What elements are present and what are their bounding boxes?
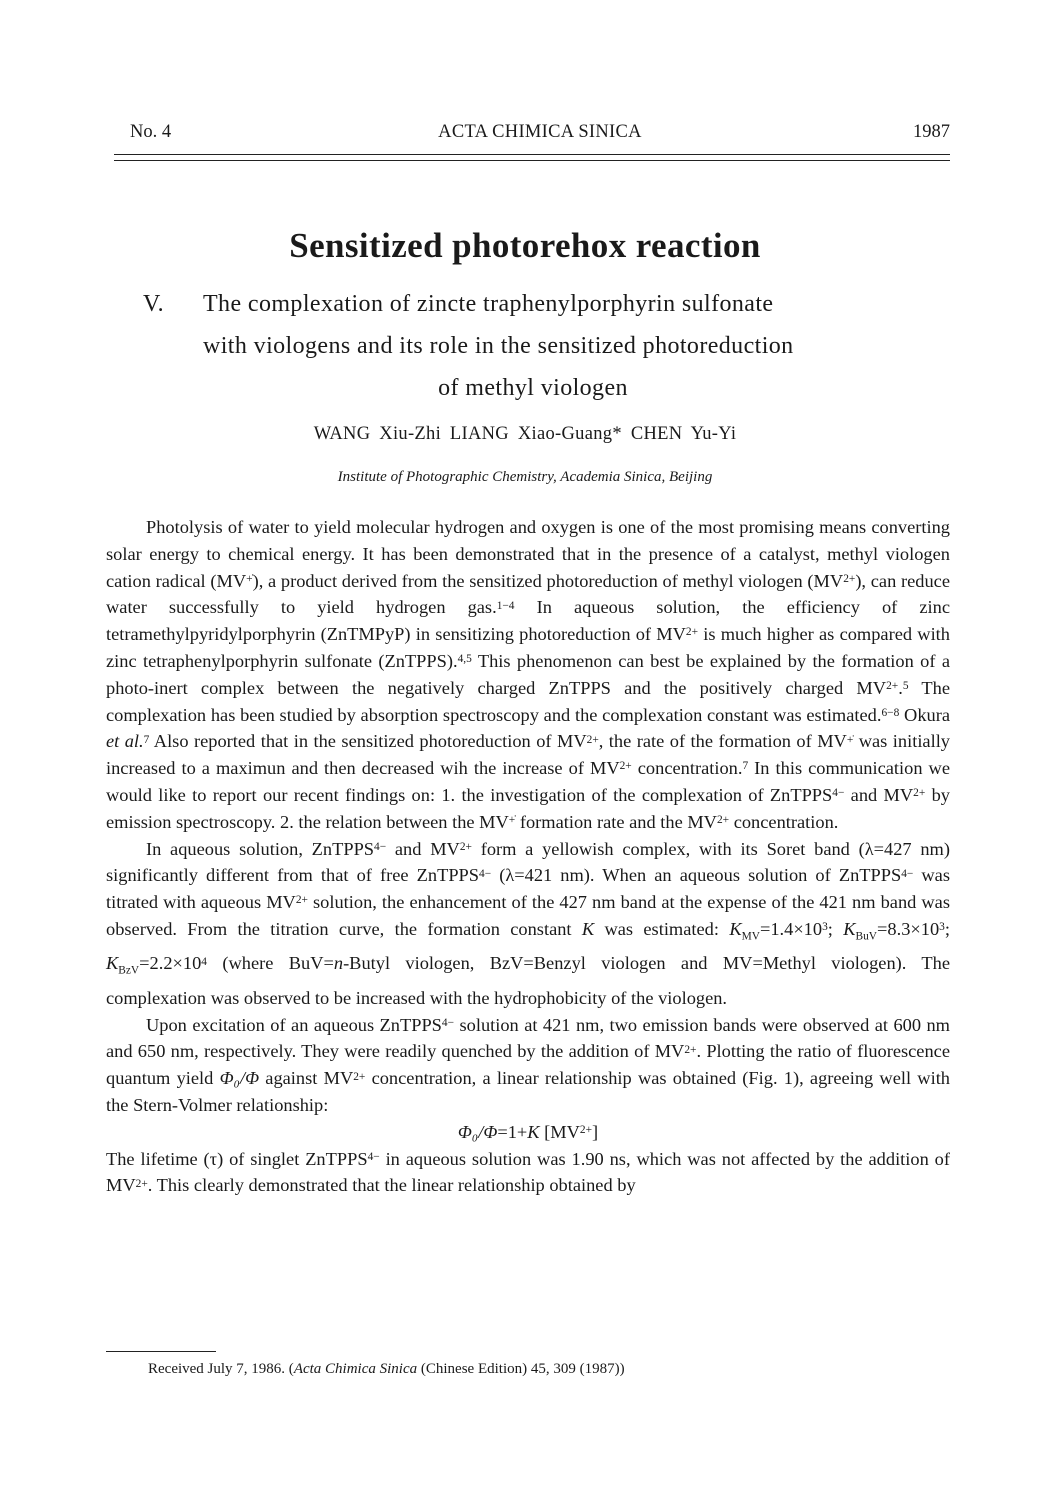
subtitle-line-2: with viologens and its role in the sensitized photoreduction xyxy=(203,333,794,359)
footnote: Received July 7, 1986. (Acta Chimica Sinica (Chinese Edition) 45, 309 (1987)) xyxy=(148,1361,625,1377)
citation: 4,5 xyxy=(457,653,472,666)
citation: 5 xyxy=(902,680,909,693)
citation: 6−8 xyxy=(881,706,900,719)
citation: 1−4 xyxy=(496,599,515,612)
citation: 7 xyxy=(742,760,749,773)
paragraph-1: Photolysis of water to yield molecular hydrogen and oxygen is one of the most promising means converting solar energy to chemical energy. It has been demonstrated that in the presence of a catalyst, methyl viologen cation radical (MV+̇), a product derived from the sensitized photoreduction of methyl viologen $(MV^{2+})$, can reduce water successfully to yield hydrogen gas.$^{1-4}$ In aqueous solution, the efficiency of zinc tetramethylpyridylporphyrin (ZnTMPyP) in sensitizing photoreduction of $MV^{2+}$ is much higher as compared with zinc tetraphenylporphyrin sulfonate (ZnTPPS).$^{4,5}$ This phenomenon can best be explained by the formation of a photo-inert complex between the negatively charged ZnTPPS and the positively charged $MV^{2+}.^5$ The complexation has been studied by absorption spectroscopy and the complexation constant was estimated.$^{6-8}$ Okura et al.$^7$ Also reported that in the sensitized photoreduction of $MV^{2+}$, the rate of the formation of MV+̇ was initially increased to a maximun and then decreased wih the increase of $MV^{2+}$ concentration.$^7$ In this communication we would like to report our recent findings on: 1. the investigation of the complexation of ZnTPPS$^{4-}$ and $MV^{2+}$ by emission spectroscopy. 2. the relation between the MV+̇ formation rate and the $MV^{2+}$ concentration. xyxy=(106,517,951,832)
citation: 7 xyxy=(143,733,150,746)
stern-volmer-equation: Φ₀/Φ=1+K $[MV^{2+}]$ xyxy=(457,1121,599,1142)
paragraph-3: Upon excitation of an aqueous ZnTPPS$^{4-}$ solution at 421 nm, two emission bands were observed at 600 nm and 650 nm, respectively. They were readily quenched by the addition of $MV^{2+}$. Plotting the ratio of fluorescence quantum yield Φ₀/Φ against $MV^{2+}$ concentration, a linear relationship was obtained (Fig. 1), agreeing well with the Stern-Volmer relationship: xyxy=(106,1014,950,1116)
journal-name: ACTA CHIMICA SINICA xyxy=(438,122,642,142)
author-list: WANG Xiu-Zhi LIANG Xiao-Guang* CHEN Yu-Yi xyxy=(313,424,737,444)
header-rule-top xyxy=(114,154,950,155)
publication-year: 1987 xyxy=(913,122,950,142)
subtitle-line-3: of methyl viologen xyxy=(438,375,628,401)
subtitle-line-1: The complexation of zincte traphenylporphyrin sulfonate xyxy=(203,291,774,317)
header-rule-bottom xyxy=(114,160,950,161)
running-head xyxy=(130,122,950,146)
paragraph-2: In aqueous solution, ZnTPPS$^{4-}$ and $MV^{2+}$ form a yellowish complex, with its Soret band (λ=427 nm) significantly different from that of free ZnTPPS$^{4-}$ (λ=421 nm). When an aqueous solution of ZnTPPS$^{4-}$ was titrated with aqueous $MV^{2+}$ solution, the enhancement of the 427 nm band at the expense of the 421 nm band was observed. From the titration curve, the formation constant K was estimated: $K_{MV}=1.4\times 10^3$; $K_{BuV}=8.3\times 10^3$; $K_{BzV}=2.2\times 10^4$ (where BuV=n-Butyl viologen, BzV=Benzyl viologen and MV=Methyl viologen). The complexation was observed to be increased with the hydrophobicity of the viologen. xyxy=(106,838,951,1008)
footnote-rule xyxy=(106,1351,216,1352)
article-body xyxy=(106,514,950,1199)
issue-number: No. 4 xyxy=(130,122,172,142)
subtitle-number: V. xyxy=(143,291,165,317)
affiliation: Institute of Photographic Chemistry, Academia Sinica, Beijing xyxy=(337,469,713,485)
paper-title: Sensitized photorehox reaction xyxy=(289,226,761,265)
paragraph-4: The lifetime (τ) of singlet ZnTPPS$^{4-}$ in aqueous solution was 1.90 ns, which was not affected by the addition of $MV^{2+}$. This clearly demonstrated that the linear relationship obtained by xyxy=(106,1148,950,1196)
